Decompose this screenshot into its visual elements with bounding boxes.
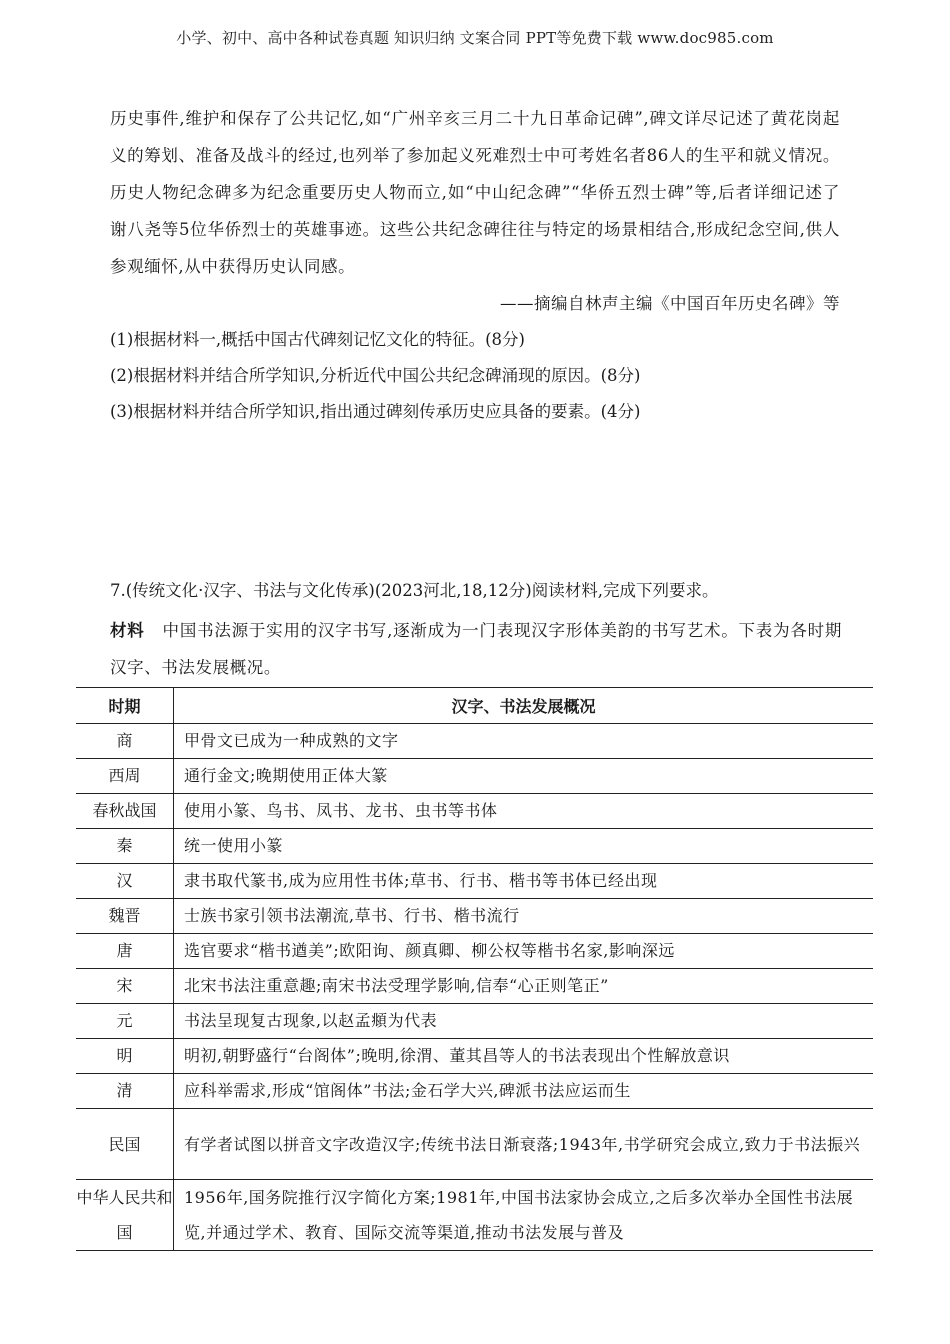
description-cell: 书法呈现复古现象,以赵孟頫为代表: [174, 1004, 874, 1039]
passage-attribution: ——摘编自林声主编《中国百年历史名碑》等: [500, 294, 840, 313]
table-row: [76, 969, 873, 1004]
period-cell: 元: [76, 1004, 174, 1039]
table-row: [76, 1039, 873, 1074]
description-cell: 北宋书法注重意趣;南宋书法受理学影响,信奉“心正则笔正”: [174, 969, 874, 1004]
table-row: [76, 934, 873, 969]
description-cell: 通行金文;晚期使用正体大篆: [174, 759, 874, 794]
description-cell: 明初,朝野盛行“台阁体”;晚明,徐渭、董其昌等人的书法表现出个性解放意识: [174, 1039, 874, 1074]
period-cell: 宋: [76, 969, 174, 1004]
table-row: [76, 1180, 873, 1251]
table-row: [76, 759, 873, 794]
passage-block: [110, 100, 840, 430]
header-overview: 汉字、书法发展概况: [174, 688, 874, 724]
period-cell: 中华人民共和国: [76, 1180, 174, 1251]
table-header-row: [76, 688, 873, 724]
page-header: 小学、初中、高中各种试卷真题 知识归纳 文案合同 PPT等免费下载 www.doc985.com: [176, 29, 774, 47]
material-label: 材料: [110, 621, 145, 640]
material-block: [110, 612, 842, 686]
question-7-title: 7.(传统文化·汉字、书法与文化传承)(2023河北,18,12分)阅读材料,完成下列要求。: [110, 581, 719, 600]
period-cell: 春秋战国: [76, 794, 174, 829]
question-2: (2)根据材料并结合所学知识,分析近代中国公共纪念碑涌现的原因。(8分): [110, 366, 641, 385]
period-cell: 秦: [76, 829, 174, 864]
table-row: [76, 829, 873, 864]
description-cell: 士族书家引领书法潮流,草书、行书、楷书流行: [174, 899, 874, 934]
table-row: [76, 864, 873, 899]
calligraphy-history-table: [76, 687, 873, 1251]
description-cell: 应科举需求,形成“馆阁体”书法;金石学大兴,碑派书法应运而生: [174, 1074, 874, 1109]
description-cell: 使用小篆、鸟书、凤书、龙书、虫书等书体: [174, 794, 874, 829]
description-cell: 隶书取代篆书,成为应用性书体;草书、行书、楷书等书体已经出现: [174, 864, 874, 899]
period-cell: 商: [76, 724, 174, 759]
material-text: 中国书法源于实用的汉字书写,逐渐成为一门表现汉字形体美韵的书写艺术。下表为各时期汉字、书法发展概况。: [110, 621, 842, 677]
table-row: [76, 794, 873, 829]
period-cell: 清: [76, 1074, 174, 1109]
period-cell: 民国: [76, 1109, 174, 1180]
description-cell: 甲骨文已成为一种成熟的文字: [174, 724, 874, 759]
header-period: 时期: [76, 688, 174, 724]
passage-text: 历史事件,维护和保存了公共记忆,如“广州辛亥三月二十九日革命记碑”,碑文详尽记述了黄花岗起义的筹划、准备及战斗的经过,也列举了参加起义死难烈士中可考姓名者86人的生平和就义情况。历史人物纪念碑多为纪念重要历史人物而立,如“中山纪念碑”“华侨五烈士碑”等,后者详细记述了谢八尧等5位华侨烈士的英雄事迹。这些公共纪念碑往往与特定的场景相结合,形成纪念空间,供人参观缅怀,从中获得历史认同感。: [110, 109, 840, 276]
description-cell: 选官要求“楷书遒美”;欧阳询、颜真卿、柳公权等楷书名家,影响深远: [174, 934, 874, 969]
period-cell: 唐: [76, 934, 174, 969]
question-1: (1)根据材料一,概括中国古代碑刻记忆文化的特征。(8分): [110, 330, 525, 349]
description-cell: 统一使用小篆: [174, 829, 874, 864]
table-row: [76, 1109, 873, 1180]
period-cell: 明: [76, 1039, 174, 1074]
description-cell: 有学者试图以拼音文字改造汉字;传统书法日渐衰落;1943年,书学研究会成立,致力于书法振兴: [174, 1109, 874, 1180]
table-row: [76, 1004, 873, 1039]
period-cell: 西周: [76, 759, 174, 794]
period-cell: 魏晋: [76, 899, 174, 934]
table-row: [76, 899, 873, 934]
table-row: [76, 1074, 873, 1109]
question-3: (3)根据材料并结合所学知识,指出通过碑刻传承历史应具备的要素。(4分): [110, 402, 641, 421]
table-row: [76, 724, 873, 759]
description-cell: 1956年,国务院推行汉字简化方案;1981年,中国书法家协会成立,之后多次举办全国性书法展览,并通过学术、教育、国际交流等渠道,推动书法发展与普及: [174, 1180, 874, 1251]
period-cell: 汉: [76, 864, 174, 899]
